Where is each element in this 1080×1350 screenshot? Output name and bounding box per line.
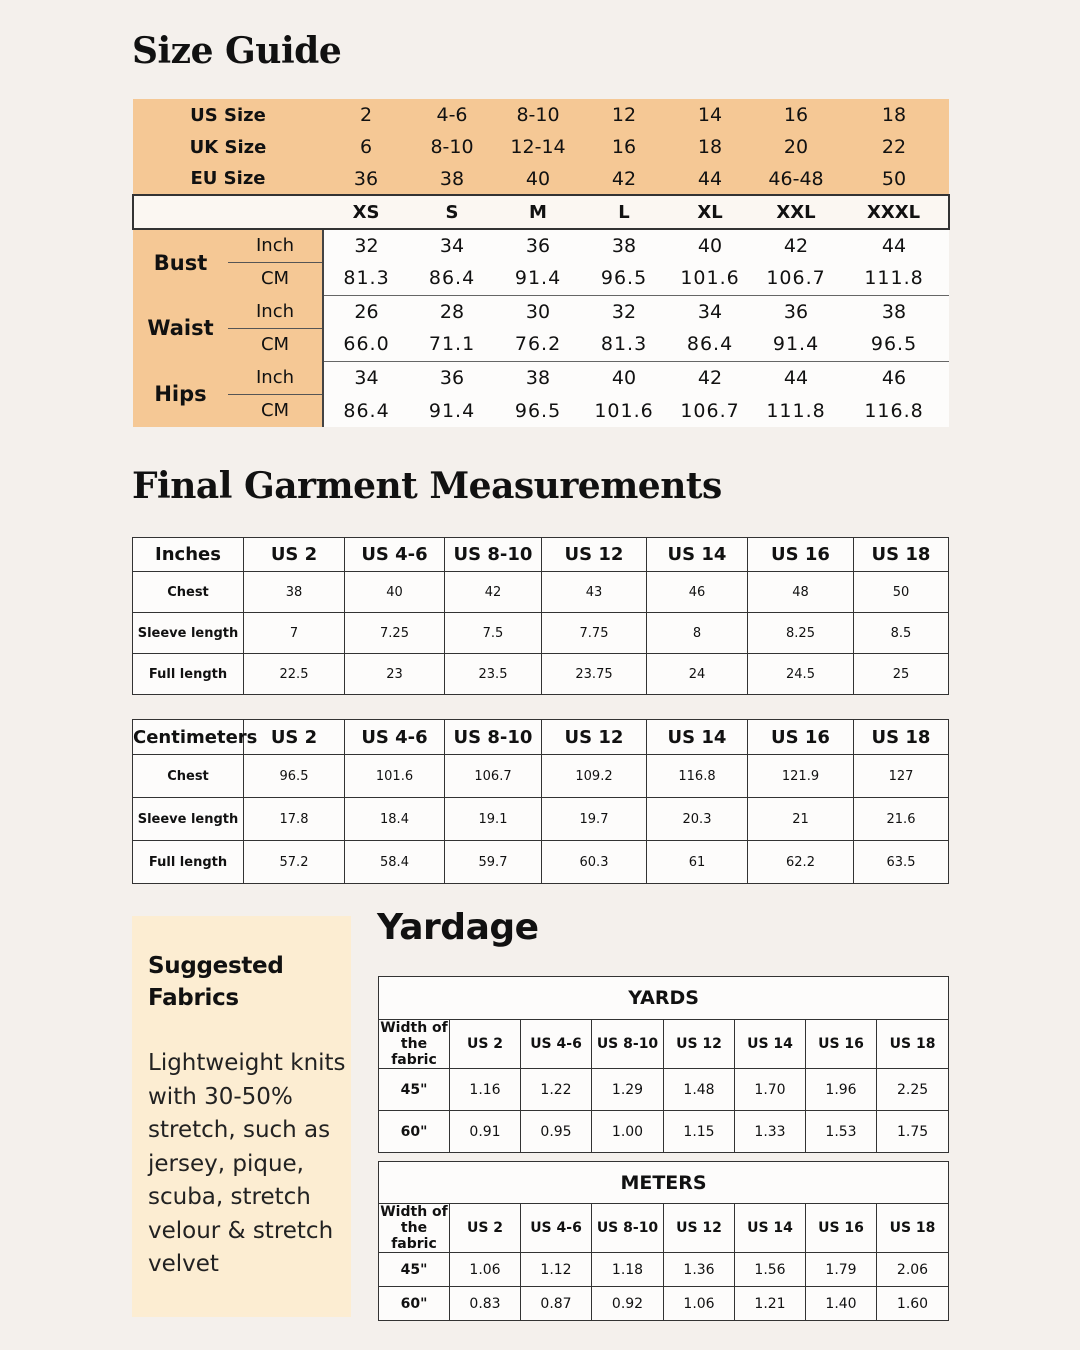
table-row — [379, 1253, 949, 1287]
size-header: US 2 — [244, 538, 345, 572]
size-header: US 12 — [542, 720, 647, 755]
unit-cm-label: CM — [228, 262, 323, 295]
table-cell: 1.18 — [592, 1253, 664, 1287]
table-cell: 96.5 — [244, 755, 345, 798]
centimeters-header-row — [133, 720, 949, 755]
table-cell: 1.96 — [806, 1069, 877, 1111]
table-row — [379, 1111, 949, 1153]
table-cell: 21.6 — [854, 798, 949, 841]
bust-cm-cell: 86.4 — [409, 262, 495, 295]
bust-cm-cell: 106.7 — [753, 262, 839, 295]
row-label: Full length — [133, 654, 244, 695]
hips-cm-cell: 106.7 — [667, 394, 753, 427]
size-header: US 14 — [735, 1204, 806, 1253]
yards-header-row — [379, 1020, 949, 1069]
hips-inch-row — [133, 361, 949, 394]
letter-size-cell: XL — [667, 195, 753, 229]
uk-size-cell: 18 — [667, 131, 753, 163]
meters-title-row — [379, 1162, 949, 1204]
size-header: US 18 — [854, 538, 949, 572]
yardage-title: Yardage — [377, 907, 539, 948]
row-label: 60" — [379, 1111, 450, 1153]
unit-inch-label: Inch — [228, 295, 323, 328]
table-cell: 1.40 — [806, 1287, 877, 1321]
uk-size-cell: 16 — [581, 131, 667, 163]
table-cell: 1.06 — [664, 1287, 735, 1321]
table-cell: 8.5 — [854, 613, 949, 654]
width-of-fabric-label: Width of the fabric — [380, 1204, 448, 1252]
table-cell: 59.7 — [445, 841, 542, 884]
yards-title: YARDS — [379, 977, 949, 1020]
final-garment-title: Final Garment Measurements — [132, 465, 722, 507]
hips-cm-cell: 96.5 — [495, 394, 581, 427]
hips-inch-cell: 44 — [753, 361, 839, 394]
table-cell: 116.8 — [647, 755, 748, 798]
hips-inch-cell: 42 — [667, 361, 753, 394]
bust-inch-cell: 40 — [667, 229, 753, 262]
waist-inch-cell: 28 — [409, 295, 495, 328]
meters-header-row — [379, 1204, 949, 1253]
letter-size-cell: XS — [323, 195, 409, 229]
size-header: US 4-6 — [521, 1204, 592, 1253]
table-row — [133, 654, 949, 695]
us-size-cell: 12 — [581, 99, 667, 131]
table-cell: 7 — [244, 613, 345, 654]
eu-size-cell: 38 — [409, 163, 495, 195]
table-row — [133, 613, 949, 654]
eu-size-cell: 40 — [495, 163, 581, 195]
size-header: US 4-6 — [345, 538, 445, 572]
table-cell: 60.3 — [542, 841, 647, 884]
eu-size-label: EU Size — [133, 163, 323, 195]
hips-inch-cell: 36 — [409, 361, 495, 394]
waist-inch-cell: 32 — [581, 295, 667, 328]
bust-cm-cell: 111.8 — [839, 262, 949, 295]
size-guide-title: Size Guide — [132, 30, 342, 72]
meters-title: METERS — [379, 1162, 949, 1204]
uk-size-cell: 20 — [753, 131, 839, 163]
size-header: US 14 — [647, 720, 748, 755]
eu-size-cell: 36 — [323, 163, 409, 195]
table-cell: 1.29 — [592, 1069, 664, 1111]
table-cell: 2.25 — [877, 1069, 949, 1111]
table-cell: 1.56 — [735, 1253, 806, 1287]
uk-size-row — [133, 131, 949, 163]
us-size-cell: 4-6 — [409, 99, 495, 131]
table-cell: 8 — [647, 613, 748, 654]
yards-title-row — [379, 977, 949, 1020]
row-label: Sleeve length — [133, 798, 244, 841]
table-cell: 7.75 — [542, 613, 647, 654]
table-cell: 109.2 — [542, 755, 647, 798]
table-cell: 17.8 — [244, 798, 345, 841]
meters-table — [378, 1161, 949, 1321]
table-cell: 0.95 — [521, 1111, 592, 1153]
table-cell: 1.21 — [735, 1287, 806, 1321]
us-size-label: US Size — [133, 99, 323, 131]
waist-cm-row — [133, 328, 949, 361]
bust-inch-cell: 32 — [323, 229, 409, 262]
letter-size-cell: M — [495, 195, 581, 229]
table-cell: 21 — [748, 798, 854, 841]
waist-cm-cell: 66.0 — [323, 328, 409, 361]
bust-inch-cell: 38 — [581, 229, 667, 262]
table-cell: 1.06 — [450, 1253, 521, 1287]
hips-inch-cell: 38 — [495, 361, 581, 394]
unit-cm-label: CM — [228, 328, 323, 361]
table-cell: 1.70 — [735, 1069, 806, 1111]
unit-inch-label: Inch — [228, 361, 323, 394]
table-cell: 1.12 — [521, 1253, 592, 1287]
size-header: US 14 — [735, 1020, 806, 1069]
bust-cm-cell: 101.6 — [667, 262, 753, 295]
unit-cm-label: CM — [228, 394, 323, 427]
size-header: US 16 — [806, 1020, 877, 1069]
table-cell: 0.87 — [521, 1287, 592, 1321]
bust-inch-cell: 44 — [839, 229, 949, 262]
table-cell: 23.5 — [445, 654, 542, 695]
table-cell: 1.79 — [806, 1253, 877, 1287]
table-cell: 42 — [445, 572, 542, 613]
table-cell: 1.60 — [877, 1287, 949, 1321]
row-label: 45" — [379, 1069, 450, 1111]
table-cell: 1.48 — [664, 1069, 735, 1111]
table-cell: 46 — [647, 572, 748, 613]
table-cell: 19.7 — [542, 798, 647, 841]
table-cell: 18.4 — [345, 798, 445, 841]
size-header: US 8-10 — [445, 720, 542, 755]
letter-size-cell: L — [581, 195, 667, 229]
inches-corner-label: Inches — [133, 538, 244, 572]
size-header: US 4-6 — [521, 1020, 592, 1069]
waist-inch-cell: 26 — [323, 295, 409, 328]
hips-inch-cell: 46 — [839, 361, 949, 394]
bust-cm-cell: 91.4 — [495, 262, 581, 295]
size-header: US 16 — [748, 538, 854, 572]
waist-cm-cell: 76.2 — [495, 328, 581, 361]
waist-cm-cell: 86.4 — [667, 328, 753, 361]
table-row — [379, 1069, 949, 1111]
yards-table — [378, 976, 949, 1153]
table-cell: 1.16 — [450, 1069, 521, 1111]
hips-cm-row — [133, 394, 949, 427]
table-cell: 0.91 — [450, 1111, 521, 1153]
size-header: US 18 — [877, 1020, 949, 1069]
letter-size-cell: XXL — [753, 195, 839, 229]
hips-inch-cell: 40 — [581, 361, 667, 394]
size-header: US 8-10 — [445, 538, 542, 572]
table-cell: 38 — [244, 572, 345, 613]
hips-cm-cell: 91.4 — [409, 394, 495, 427]
table-cell: 25 — [854, 654, 949, 695]
table-cell: 0.83 — [450, 1287, 521, 1321]
size-header: US 16 — [806, 1204, 877, 1253]
bust-cm-row — [133, 262, 949, 295]
suggested-fabrics-title: Suggested Fabrics — [148, 953, 284, 1011]
hips-inch-cell: 34 — [323, 361, 409, 394]
table-cell: 62.2 — [748, 841, 854, 884]
table-cell: 24 — [647, 654, 748, 695]
hips-cm-cell: 86.4 — [323, 394, 409, 427]
bust-inch-cell: 42 — [753, 229, 839, 262]
waist-label: Waist — [133, 295, 228, 361]
table-row — [133, 572, 949, 613]
bust-label: Bust — [133, 229, 228, 295]
width-of-fabric-label: Width of the fabric — [380, 1020, 448, 1068]
table-cell: 24.5 — [748, 654, 854, 695]
waist-inch-cell: 38 — [839, 295, 949, 328]
eu-size-cell: 42 — [581, 163, 667, 195]
table-cell: 7.25 — [345, 613, 445, 654]
unit-inch-label: Inch — [228, 229, 323, 262]
row-label: Chest — [133, 755, 244, 798]
size-header: US 8-10 — [592, 1204, 664, 1253]
waist-inch-row — [133, 295, 949, 328]
table-cell: 0.92 — [592, 1287, 664, 1321]
waist-cm-cell: 71.1 — [409, 328, 495, 361]
centimeters-corner-label: Centimeters — [133, 720, 244, 755]
table-cell: 40 — [345, 572, 445, 613]
table-cell: 43 — [542, 572, 647, 613]
table-cell: 22.5 — [244, 654, 345, 695]
eu-size-cell: 44 — [667, 163, 753, 195]
table-cell: 61 — [647, 841, 748, 884]
table-cell: 121.9 — [748, 755, 854, 798]
table-cell: 20.3 — [647, 798, 748, 841]
eu-size-cell: 46-48 — [753, 163, 839, 195]
size-header: US 18 — [877, 1204, 949, 1253]
row-label: Chest — [133, 572, 244, 613]
inches-header-row — [133, 538, 949, 572]
eu-size-row — [133, 163, 949, 195]
table-cell: 50 — [854, 572, 949, 613]
waist-inch-cell: 34 — [667, 295, 753, 328]
table-cell: 1.00 — [592, 1111, 664, 1153]
letter-size-cell: XXXL — [839, 195, 949, 229]
table-row — [133, 798, 949, 841]
table-cell: 63.5 — [854, 841, 949, 884]
us-size-row — [133, 99, 949, 131]
row-label: 45" — [379, 1253, 450, 1287]
eu-size-cell: 50 — [839, 163, 949, 195]
size-header: US 12 — [542, 538, 647, 572]
table-cell: 48 — [748, 572, 854, 613]
table-cell: 1.15 — [664, 1111, 735, 1153]
size-header: US 16 — [748, 720, 854, 755]
table-row — [379, 1287, 949, 1321]
uk-size-cell: 8-10 — [409, 131, 495, 163]
size-header: US 2 — [450, 1020, 521, 1069]
size-header: US 4-6 — [345, 720, 445, 755]
hips-cm-cell: 101.6 — [581, 394, 667, 427]
table-cell: 101.6 — [345, 755, 445, 798]
row-label: 60" — [379, 1287, 450, 1321]
waist-inch-cell: 36 — [753, 295, 839, 328]
us-size-cell: 8-10 — [495, 99, 581, 131]
table-cell: 1.36 — [664, 1253, 735, 1287]
uk-size-cell: 22 — [839, 131, 949, 163]
waist-cm-cell: 96.5 — [839, 328, 949, 361]
size-header: US 12 — [664, 1020, 735, 1069]
table-cell: 1.75 — [877, 1111, 949, 1153]
hips-cm-cell: 116.8 — [839, 394, 949, 427]
us-size-cell: 18 — [839, 99, 949, 131]
us-size-cell: 14 — [667, 99, 753, 131]
table-cell: 58.4 — [345, 841, 445, 884]
table-cell: 1.53 — [806, 1111, 877, 1153]
row-label: Full length — [133, 841, 244, 884]
bust-cm-cell: 96.5 — [581, 262, 667, 295]
bust-inch-cell: 34 — [409, 229, 495, 262]
us-size-cell: 2 — [323, 99, 409, 131]
waist-cm-cell: 91.4 — [753, 328, 839, 361]
table-cell: 1.33 — [735, 1111, 806, 1153]
garment-inches-table — [132, 537, 949, 695]
size-header: US 8-10 — [592, 1020, 664, 1069]
waist-inch-cell: 30 — [495, 295, 581, 328]
letter-size-blank — [133, 195, 323, 229]
letter-size-row — [133, 195, 949, 229]
table-cell: 2.06 — [877, 1253, 949, 1287]
waist-cm-cell: 81.3 — [581, 328, 667, 361]
table-cell: 7.5 — [445, 613, 542, 654]
table-cell: 106.7 — [445, 755, 542, 798]
table-row — [133, 755, 949, 798]
hips-cm-cell: 111.8 — [753, 394, 839, 427]
size-header: US 12 — [664, 1204, 735, 1253]
bust-cm-cell: 81.3 — [323, 262, 409, 295]
letter-size-cell: S — [409, 195, 495, 229]
size-header: US 2 — [450, 1204, 521, 1253]
uk-size-label: UK Size — [133, 131, 323, 163]
table-cell: 57.2 — [244, 841, 345, 884]
bust-inch-cell: 36 — [495, 229, 581, 262]
us-size-cell: 16 — [753, 99, 839, 131]
hips-label: Hips — [133, 361, 228, 427]
bust-inch-row — [133, 229, 949, 262]
row-label: Sleeve length — [133, 613, 244, 654]
table-cell: 8.25 — [748, 613, 854, 654]
size-guide-table — [132, 99, 950, 427]
table-cell: 23 — [345, 654, 445, 695]
table-row — [133, 841, 949, 884]
uk-size-cell: 12-14 — [495, 131, 581, 163]
table-cell: 19.1 — [445, 798, 542, 841]
table-cell: 127 — [854, 755, 949, 798]
suggested-fabrics-text: Lightweight knits with 30-50% stretch, such as jersey, pique, scuba, stretch velour & stretch velvet — [148, 1050, 346, 1277]
table-cell: 1.22 — [521, 1069, 592, 1111]
size-header: US 2 — [244, 720, 345, 755]
size-header: US 14 — [647, 538, 748, 572]
uk-size-cell: 6 — [323, 131, 409, 163]
garment-centimeters-table — [132, 719, 949, 884]
size-header: US 18 — [854, 720, 949, 755]
table-cell: 23.75 — [542, 654, 647, 695]
